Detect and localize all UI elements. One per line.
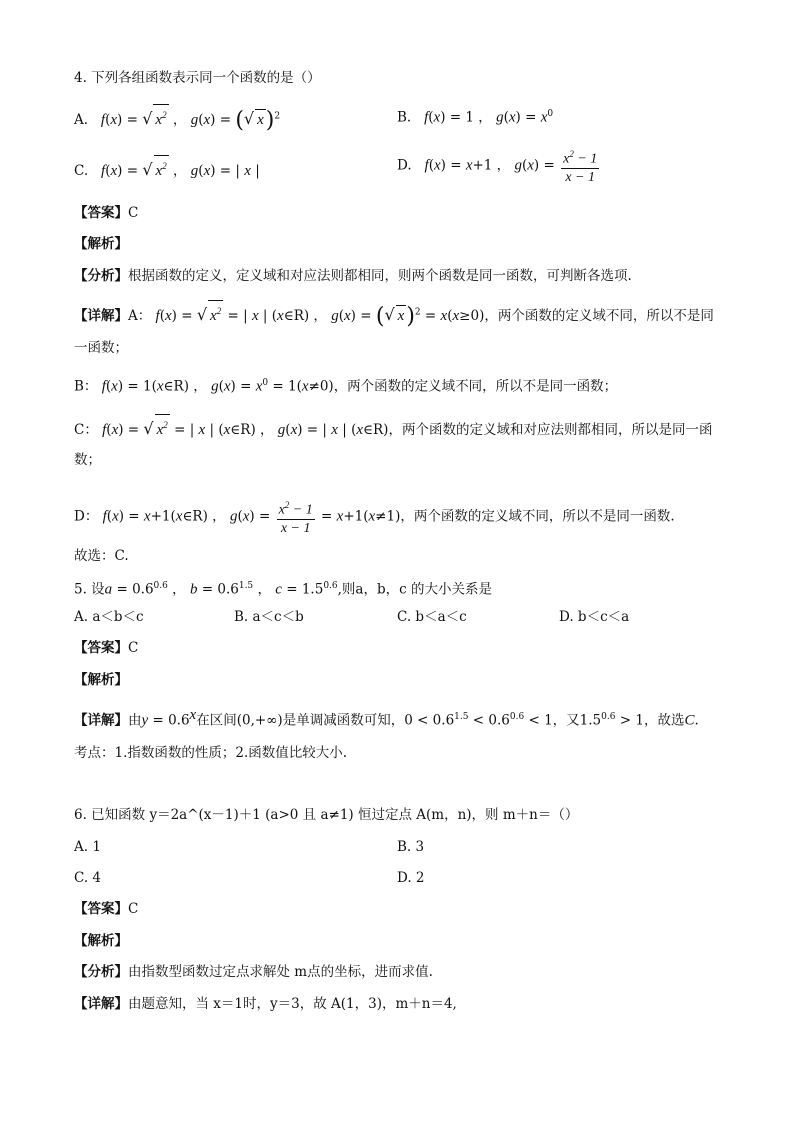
q5-stem: 5. 设$a = 0.6^{0.6}$ ， $b = 0.6^{1.5}$ ， $c = 1.5^{0.6}$,则a，b，c 的大小关系是 (74, 581, 492, 598)
q6-answer: 【答案】C (74, 901, 139, 917)
q4-detail-c: C： f(x) = √ $x^2$ = | x | (x∈R) ， g(x) = | x | (x∈R)，两个函数的定义域和对应法则都相同，所以是同一函 (74, 414, 712, 440)
q4-detail-b: B： f(x) = 1(x∈R) ， $g(x) = x^0 = 1(x\ne 0)$，两个函数的定义域不同，所以不是同一函数； (74, 378, 618, 395)
q4-detail-c-cont: 数； (74, 452, 101, 468)
q6-option-c[interactable]: C. 4 (74, 870, 102, 886)
q5-answer: 【答案】C (74, 640, 139, 656)
q5-detail: 【详解】由$y = 0.6^x$在区间(0,+∞)是单调减函数可知，$0 < 0.6^{1.5} < 0.6^{0.6} < 1$，又$1.5^{0.6} > 1$，故选C. (74, 707, 699, 729)
q6-stem: 6. 已知函数 y＝2a^(x－1)＋1 (a>0 且 a≠1) 恒过定点 A(m，n)，则 m＋n＝（） (74, 807, 579, 823)
q5-option-c[interactable]: C. b＜a＜c (397, 609, 467, 625)
q6-option-d[interactable]: D. 2 (397, 870, 425, 886)
q4-answer: 【答案】C (74, 205, 139, 221)
q4-option-a[interactable]: A. f(x) = √ $x^2$ ， g(x) = (√ x)$^2$ (74, 104, 280, 131)
q4-option-c[interactable]: C. f(x) = √ $x^2$ ， g(x) = | x | (74, 155, 260, 181)
q4-option-d[interactable]: D. f(x) = x+1 ， g(x) = $\frac{x^2 - 1}{x - 1}$ (397, 146, 601, 186)
q5-option-d[interactable]: D. b＜c＜a (559, 609, 630, 625)
q5-kaodian: 考点：1.指数函数的性质；2.函数值比较大小. (74, 745, 348, 761)
q6-option-a[interactable]: A. 1 (74, 839, 101, 855)
q6-analysis-tag: 【解析】 (74, 933, 128, 949)
q6-detail: 【详解】由题意知，当 x＝1时，y＝3，故 A(1，3)，m＋n＝4, (74, 996, 457, 1012)
q4-analysis-tag: 【解析】 (74, 236, 128, 252)
q4-conclusion: 故选：C. (74, 548, 129, 564)
q5-analysis-tag: 【解析】 (74, 672, 128, 688)
q4-stem: 4. 下列各组函数表示同一个函数的是（） (74, 70, 321, 86)
q6-fenxi: 【分析】由指数型函数过定点求解处 m点的坐标，进而求值. (74, 964, 433, 980)
q4-option-b[interactable]: B. f(x) = 1 ， $g(x) = x^0$ (397, 109, 554, 126)
q4-fenxi: 【分析】根据函数的定义，定义域和对应法则都相同，则两个函数是同一函数，可判断各选项. (74, 268, 632, 284)
q4-detail-d: D： f(x) = x+1(x∈R) ， g(x) = $\frac{x^2 - 1}{x - 1}$ = x+1(x≠1)，两个函数的定义域不同，所以不是同一函数. (74, 497, 675, 537)
q5-option-a[interactable]: A. a＜b＜c (74, 609, 144, 625)
q4-detail-a: 【详解】A： f(x) = √ $x^2$ = | x | (x∈R) ， g(x) = (√ x)$^2$ = x(x≥0)，两个函数的定义域不同，所以不是同 (74, 300, 714, 327)
q4-detail-a-cont: 一函数； (74, 340, 128, 356)
q5-option-b[interactable]: B. a＜c＜b (234, 609, 304, 625)
q6-option-b[interactable]: B. 3 (397, 839, 425, 855)
